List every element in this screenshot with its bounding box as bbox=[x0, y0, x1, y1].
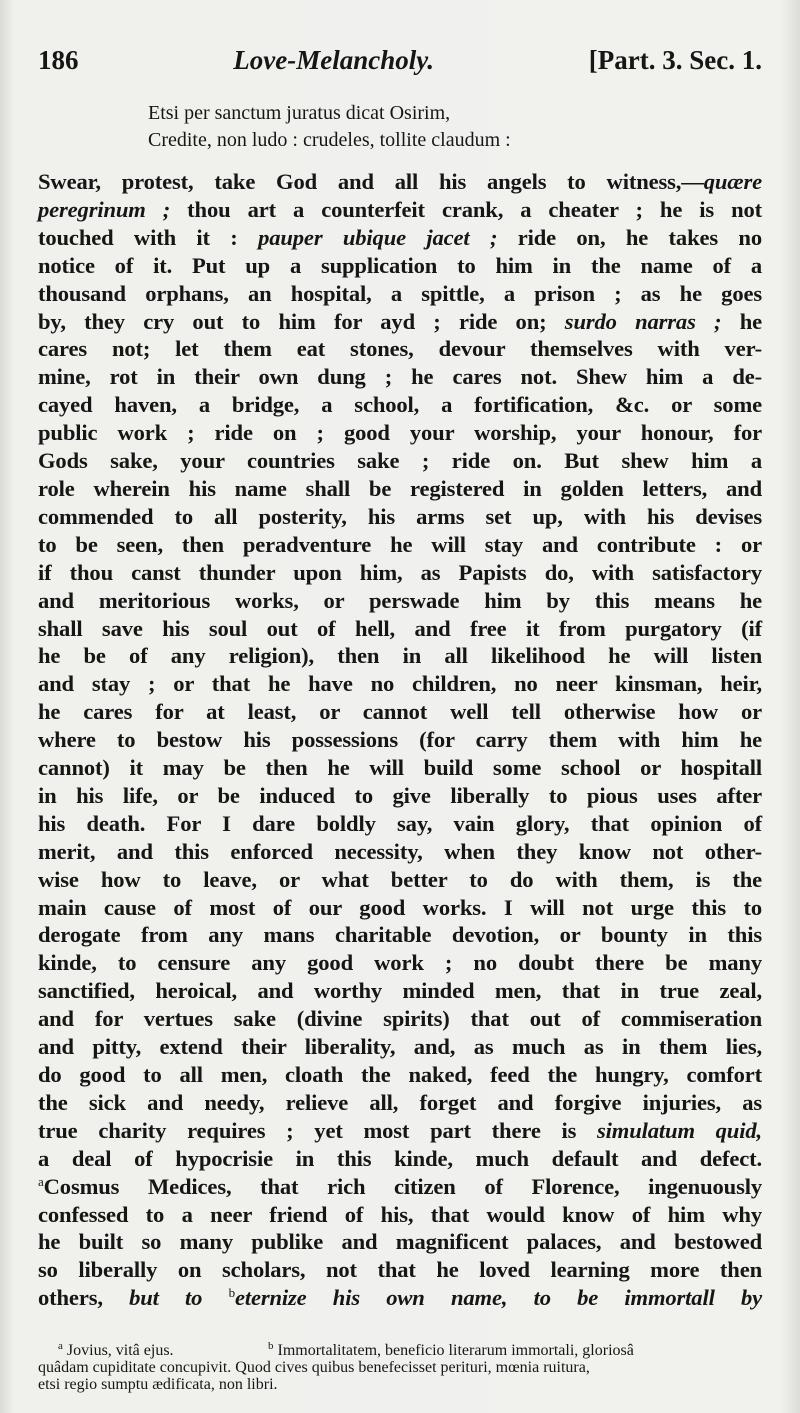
text-segment: by, they cry out to him for ayd ; ride on; bbox=[38, 308, 565, 334]
text-line: and meritorious works, or perswade him by this means he bbox=[38, 587, 762, 613]
latin-phrase: simulatum quid, bbox=[597, 1117, 762, 1143]
text-line: wise how to leave, or what better to do with them, is the bbox=[38, 866, 762, 892]
text-segment: Swear, protest, take God and all his angels to witness,— bbox=[38, 169, 704, 194]
text-line: if thou canst thunder upon him, as Papists do, with satisfactory bbox=[38, 559, 762, 585]
section-reference: [Part. 3. Sec. 1. bbox=[588, 45, 762, 75]
body-paragraph bbox=[38, 168, 762, 1312]
text-line: cayed haven, a bridge, a school, a fortification, &c. or some bbox=[38, 392, 762, 418]
text-line: and for vertues sake (divine spirits) that out of commiseration bbox=[38, 1006, 762, 1032]
footnote-a-marker: a bbox=[58, 1340, 63, 1353]
latin-verse-quotation bbox=[148, 100, 762, 154]
text-line: and pitty, extend their liberality, and, as much as in them lies, bbox=[38, 1034, 762, 1060]
text-segment: ride on, he takes no bbox=[497, 224, 762, 250]
text-line: the sick and needy, relieve all, forget and forgive injuries, as bbox=[38, 1089, 762, 1115]
text-line: notice of it. Put up a supplication to him in the name of a bbox=[38, 252, 762, 278]
text-line: merit, and this enforced necessity, when they know not other- bbox=[38, 838, 762, 864]
text-segment: thou art a counterfeit crank, a cheater ; he is not bbox=[170, 196, 762, 222]
text-line: confessed to a neer friend of his, that would know of him why bbox=[38, 1201, 762, 1227]
text-line: in his life, or be induced to give liberally to pious uses after bbox=[38, 782, 762, 808]
footnote-marker-a: a bbox=[38, 1173, 44, 1189]
text-segment: he bbox=[721, 308, 762, 334]
page-header bbox=[38, 40, 762, 82]
text-segment: others, bbox=[38, 1285, 130, 1311]
text-line: a deal of hypocrisie in this kinde, much default and defect. bbox=[38, 1145, 762, 1171]
italic-phrase: eternize his own name, to be immortall by bbox=[234, 1285, 762, 1311]
verse-line: Credite, non ludo : crudeles, tollite claudum : bbox=[148, 129, 511, 151]
text-line: role wherein his name shall be registered in golden letters, and bbox=[38, 475, 762, 501]
text-segment: true charity requires ; yet most part there is bbox=[38, 1117, 598, 1143]
latin-phrase: peregrinum ; bbox=[38, 196, 171, 222]
text-line: thousand orphans, an hospital, a spittle, a prison ; as he goes bbox=[38, 280, 762, 306]
footnote-marker-b: b bbox=[228, 1285, 235, 1301]
footnote-a bbox=[38, 1342, 268, 1359]
running-title: Love-Melancholy. bbox=[233, 45, 434, 75]
text-line: do good to all men, cloath the naked, feed the hungry, comfort bbox=[38, 1062, 762, 1087]
text-line bbox=[38, 308, 762, 336]
verse-line: Etsi per sanctum juratus dicat Osirim, bbox=[148, 102, 451, 124]
latin-phrase: surdo narras ; bbox=[564, 308, 722, 334]
text-line: he built so many publike and magnificent palaces, and bestowed bbox=[38, 1229, 762, 1255]
text-line: public work ; ride on ; good your worship, your honour, for bbox=[38, 420, 762, 446]
text-line: sanctified, heroical, and worthy minded men, that in true zeal, bbox=[38, 978, 762, 1004]
text-line: he cares for at least, or cannot well tell otherwise how or bbox=[38, 699, 762, 725]
latin-phrase: quære bbox=[703, 169, 762, 194]
footnote-row bbox=[38, 1342, 762, 1359]
footnote-a-text: Jovius, vitâ ejus. bbox=[66, 1342, 174, 1360]
footnote-b-marker: b bbox=[268, 1340, 274, 1353]
text-line bbox=[38, 224, 762, 252]
text-line bbox=[38, 1117, 762, 1145]
text-line: cares not; let them eat stones, devour themselves with ver- bbox=[38, 336, 762, 362]
latin-phrase: pauper ubique jacet ; bbox=[258, 224, 498, 250]
text-line: mine, rot in their own dung ; he cares not. Shew him a de- bbox=[38, 364, 762, 390]
text-line: main cause of most of our good works. I will not urge this to bbox=[38, 894, 762, 920]
text-line: to be seen, then peradventure he will stay and contribute : or bbox=[38, 531, 762, 557]
text-line: he be of any religion), then in all likelihood he will listen bbox=[38, 643, 762, 669]
text-line: kinde, to censure any good work ; no doubt there be many bbox=[38, 950, 762, 976]
italic-phrase: but to bbox=[129, 1285, 203, 1311]
page-number: 186 bbox=[38, 45, 79, 75]
text-line bbox=[38, 168, 762, 196]
footnote-b bbox=[268, 1342, 762, 1359]
footnote-b-continuation: etsi regio sumptu ædificata, non libri. bbox=[38, 1376, 278, 1394]
text-line: commended to all posterity, his arms set up, with his devises bbox=[38, 503, 762, 529]
text-line: cannot) it may be then he will build some school or hospitall bbox=[38, 755, 762, 781]
text-line: derogate from any mans charitable devotion, or bounty in this bbox=[38, 922, 762, 948]
footnotes bbox=[38, 1342, 762, 1393]
text-line bbox=[38, 1173, 762, 1201]
text-line: his death. For I dare boldly say, vain glory, that opinion of bbox=[38, 810, 762, 836]
text-segment: touched with it : bbox=[38, 224, 259, 250]
text-line: Gods sake, your countries sake ; ride on. But shew him a bbox=[38, 448, 762, 474]
footnote-b-continuation: quâdam cupiditate concupivit. Quod cives quibus benefecisset perituri, mœnia ruitura, bbox=[38, 1359, 590, 1377]
text-line: so liberally on scholars, not that he loved learning more then bbox=[38, 1257, 762, 1283]
footnote-b-text: Immortalitatem, beneficio literarum immortali, gloriosâ bbox=[277, 1342, 634, 1360]
text-line: where to bestow his possessions (for carry them with him he bbox=[38, 727, 762, 753]
text-segment: Cosmus Medices, that rich citizen of Florence, ingenuously bbox=[43, 1173, 762, 1199]
text-line: and stay ; or that he have no children, no neer kinsman, heir, bbox=[38, 671, 762, 697]
text-line bbox=[38, 196, 762, 224]
text-line bbox=[38, 1284, 762, 1312]
text-line: shall save his soul out of hell, and free it from purgatory (if bbox=[38, 615, 762, 641]
